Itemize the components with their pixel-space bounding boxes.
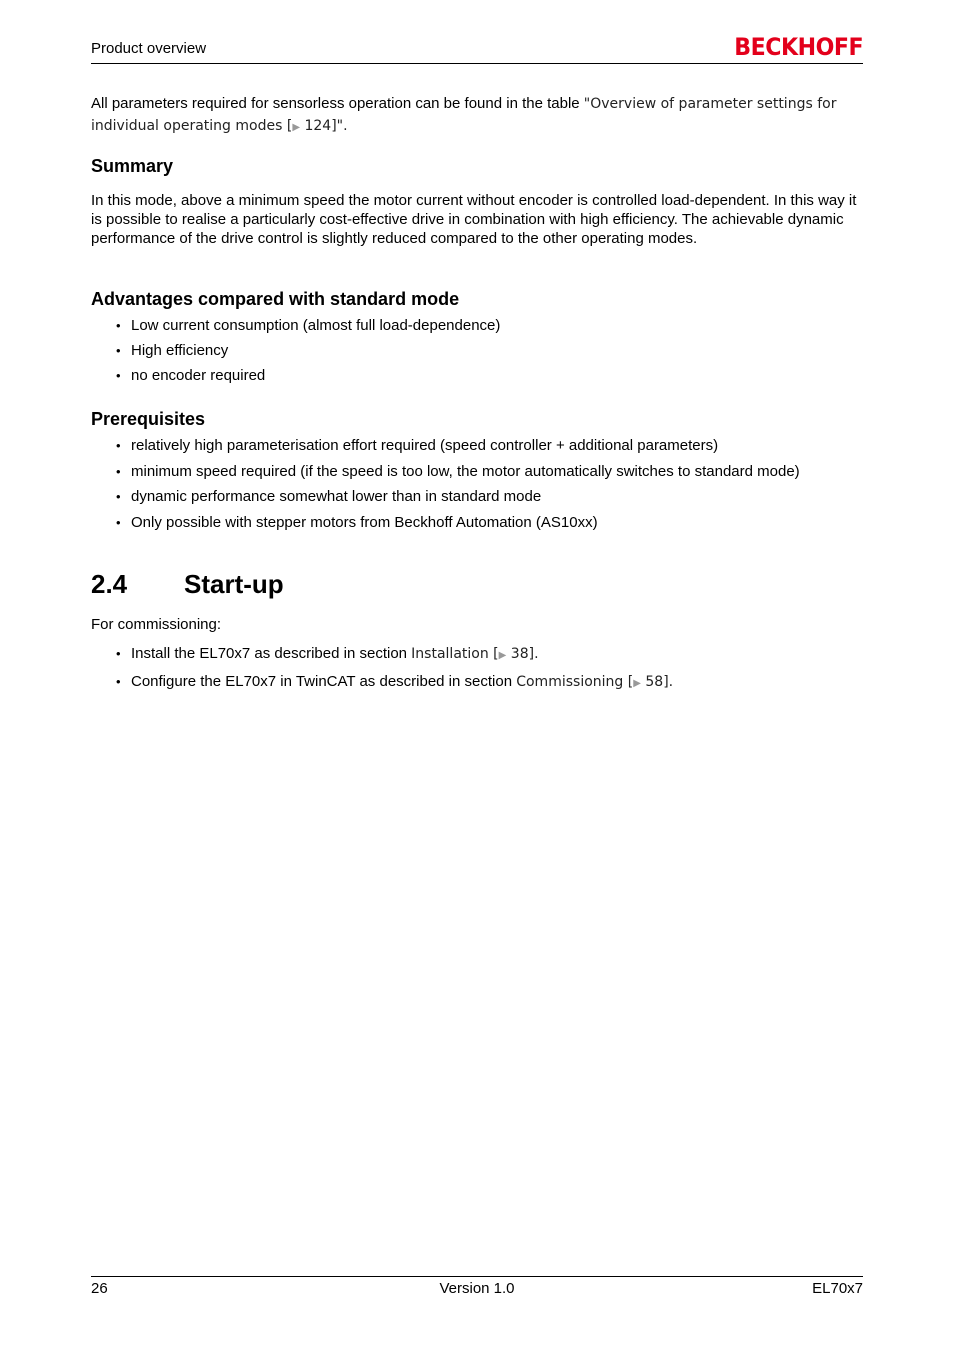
- summary-heading: Summary: [91, 156, 174, 176]
- list-item: • Low current consumption (almost full load-dependence): [91, 317, 500, 342]
- page-ref-arrow-icon: ▶: [498, 650, 507, 661]
- installation-link-page[interactable]: 38: [510, 646, 529, 662]
- footer-version: Version 1.0: [439, 1280, 515, 1297]
- list-item: • High efficiency: [91, 342, 500, 367]
- summary-paragraph: In this mode, above a minimum speed the motor current without encoder is controlled load-dependent. In this way it is possible to realise a particularly cost-effective drive in combination with high efficiency. The achievable dynamic performance of the drive control is slightly reduced compared to the other operating modes.: [91, 192, 857, 247]
- footer-product: EL70x7: [812, 1280, 863, 1297]
- list-item: • dynamic performance somewhat lower than in standard mode: [91, 488, 800, 514]
- startup-item-text: Configure the EL70x7 in TwinCAT as described in section: [131, 673, 517, 690]
- intro-link-open-quote: ": [583, 96, 591, 112]
- intro-paragraph: All parameters required for sensorless operation can be found in the table "Overview of parameter settings for individual operating modes [▶ 124]".: [91, 95, 837, 134]
- list-item: • no encoder required: [91, 367, 500, 392]
- startup-intro: For commissioning:: [91, 616, 222, 633]
- list-item: • relatively high parameterisation effort required (speed controller + additional parameters): [91, 437, 800, 463]
- startup-list: [91, 645, 673, 701]
- intro-link[interactable]: Overview of parameter settings for individual operating modes: [91, 96, 837, 134]
- commissioning-link[interactable]: Commissioning: [516, 674, 624, 690]
- installation-link[interactable]: Installation: [411, 646, 489, 662]
- intro-link-page[interactable]: 124: [304, 118, 332, 134]
- header-rule: [91, 63, 863, 64]
- section-number: 2.4: [91, 569, 128, 599]
- advantages-list: [91, 317, 500, 392]
- page-number: 26: [91, 1280, 108, 1297]
- prerequisites-list: [91, 437, 800, 539]
- list-item: • Install the EL70x7 as described in section Installation [▶ 38].: [91, 645, 673, 673]
- section-title: Start-up: [184, 569, 284, 599]
- commissioning-link-page[interactable]: 58: [645, 674, 664, 690]
- page-ref-arrow-icon: ▶: [633, 678, 641, 689]
- footer-rule: [91, 1276, 863, 1277]
- advantages-heading: Advantages compared with standard mode: [91, 289, 460, 309]
- startup-item-text: Install the EL70x7 as described in section: [131, 645, 412, 662]
- intro-link-close: ".: [336, 118, 348, 134]
- list-item: • minimum speed required (if the speed is too low, the motor automatically switches to standard mode): [91, 463, 800, 489]
- page-ref-arrow-icon: ▶: [292, 122, 301, 133]
- beckhoff-logo: BECKHOFF: [734, 33, 863, 61]
- list-item: • Only possible with stepper motors from Beckhoff Automation (AS10xx): [91, 514, 800, 540]
- intro-text: All parameters required for sensorless operation can be found in the table: [91, 95, 584, 112]
- header-section-title: Product overview: [91, 40, 207, 57]
- list-item: • Configure the EL70x7 in TwinCAT as described in section Commissioning [▶ 58].: [91, 673, 673, 701]
- prerequisites-heading: Prerequisites: [91, 409, 206, 429]
